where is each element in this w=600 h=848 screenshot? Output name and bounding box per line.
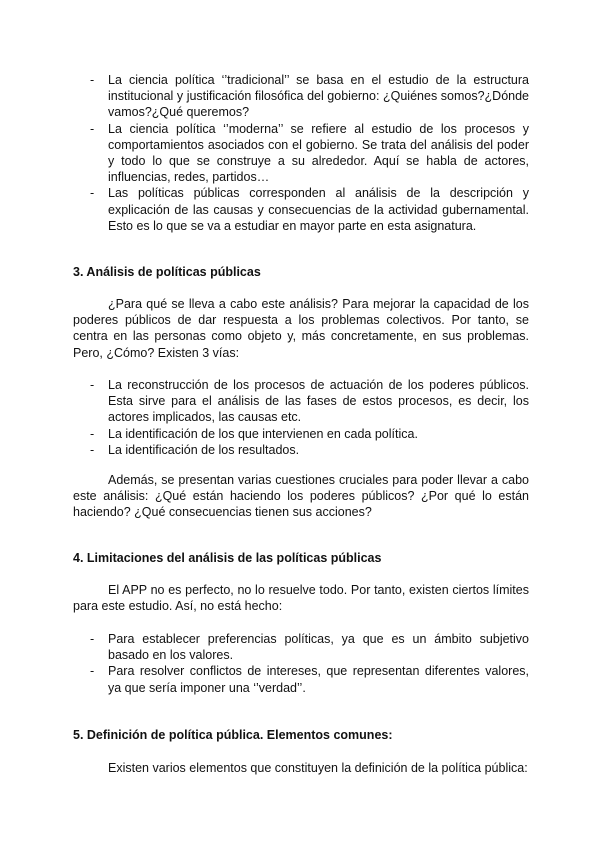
section-4-body [73,582,529,614]
list-item: - Las políticas públicas corresponden al análisis de la descripción y explicación de las causas y consecuencias de la actividad gubernamental. Esto es lo que se va a estudiar en mayor parte en esta asignatura. [73,185,529,234]
section-4 [73,550,529,566]
list-item: - La reconstrucción de los procesos de actuación de los poderes públicos. Esta sirve para el análisis de las fases de estos procesos, es decir, los actores implicados, las causas etc. [73,377,529,426]
list-item: - Para resolver conflictos de intereses, que representan diferentes valores, ya que sería imponer una ‘’verdad’’. [73,663,529,695]
section-3 [73,264,529,280]
list-item: - La identificación de los que intervienen en cada política. [73,426,529,442]
section-5-heading: 5. Definición de política pública. Elementos comunes: [73,728,393,742]
section-4-bullet-list [73,631,529,696]
section-3-body [73,296,529,361]
section-3-bullet-list [73,377,529,458]
list-item: - La ciencia política ‘’moderna’’ se refiere al estudio de los procesos y comportamientos asociados con el gobierno. Se trata del análisis del poder y todo lo que se construye a su alrededor. Aquí se habla de actores, influencias, redes, partidos… [73,121,529,186]
section-3-paragraph-1: ¿Para qué se lleva a cabo este análisis? Para mejorar la capacidad de los poderes públicos de dar respuesta a los problemas colectivos. Por tanto, se centra en las personas como objeto y, más concretamente, en sus problemas. Pero, ¿Cómo? Existen 3 vías: [73,297,529,360]
section-5-body [73,760,529,776]
section-3-heading: 3. Análisis de políticas públicas [73,265,261,279]
section-3-paragraph-2: Además, se presentan varias cuestiones cruciales para poder llevar a cabo este análisis: ¿Qué están haciendo los poderes públicos? ¿Por qué lo están haciendo? ¿Qué consecuencias tienen sus acciones? [73,473,529,520]
section-3-body-2 [73,472,529,521]
section-5 [73,727,529,743]
section-4-paragraph-1: El APP no es perfecto, no lo resuelve todo. Por tanto, existen ciertos límites para este estudio. Así, no está hecho: [73,583,529,614]
section-5-paragraph-1: Existen varios elementos que constituyen la definición de la política pública: [108,761,528,775]
intro-bullet-list [73,72,529,234]
section-4-heading: 4. Limitaciones del análisis de las políticas públicas [73,551,382,565]
list-item: - Para establecer preferencias políticas, ya que es un ámbito subjetivo basado en los valores. [73,631,529,663]
list-item: - La ciencia política ‘’tradicional’’ se basa en el estudio de la estructura institucional y justificación filosófica del gobierno: ¿Quiénes somos?¿Dónde vamos?¿Qué queremos? [73,72,529,121]
list-item: - La identificación de los resultados. [73,442,529,458]
